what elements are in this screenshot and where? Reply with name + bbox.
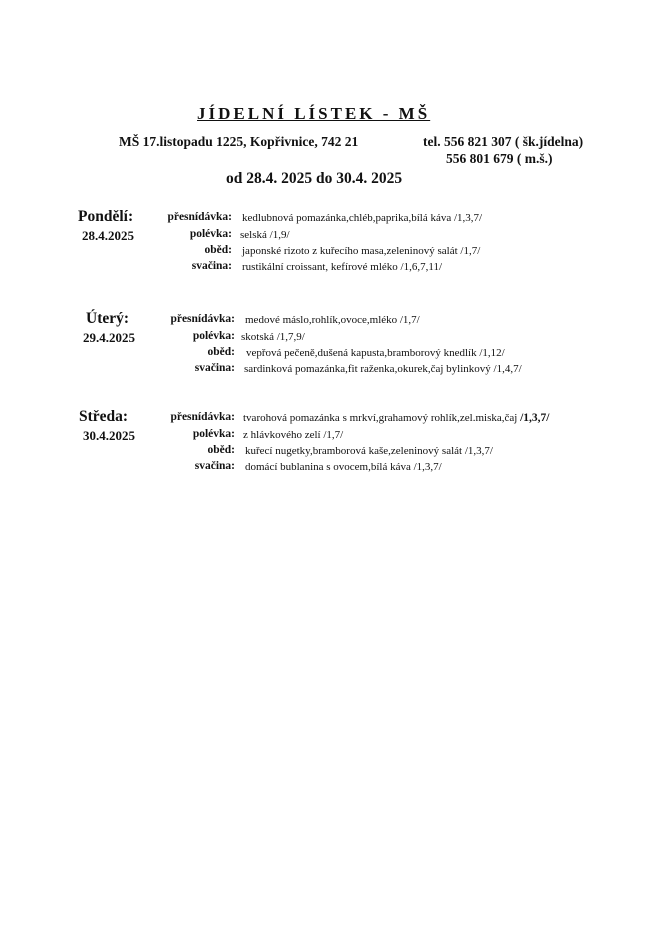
day-name: Středa:	[79, 408, 129, 425]
meal-label-snack-morning: přesnídávka:	[170, 313, 235, 325]
phone-school: 556 801 679 ( m.š.)	[446, 151, 553, 166]
meal-label-snack-afternoon: svačina:	[194, 362, 235, 374]
meal-text: kedlubnová pomazánka,chléb,paprika,bílá káva /1,3,7/	[242, 212, 483, 224]
meal-label-lunch: oběd:	[207, 346, 235, 358]
day-date: 28.4.2025	[82, 228, 134, 243]
menu-title: JÍDELNÍ LÍSTEK - MŠ	[197, 104, 431, 123]
day-name: Pondělí:	[78, 208, 134, 225]
meal-text: rustikální croissant, kefírové mléko /1,6,7,11/	[242, 261, 442, 273]
day-name: Úterý:	[86, 310, 130, 327]
allergen-code: /1,3,7/	[520, 412, 550, 424]
meal-text: kuřecí nugetky,bramborová kaše,zeleninový salát /1,3,7/	[245, 445, 493, 457]
meal-label-lunch: oběd:	[204, 244, 232, 256]
meal-label-soup: polévka:	[192, 428, 235, 440]
phone-canteen: tel. 556 821 307 ( šk.jídelna)	[423, 134, 584, 149]
school-address: MŠ 17.listopadu 1225, Kopřivnice, 742 21	[119, 134, 359, 149]
meal-text-wednesday-snack	[243, 412, 549, 424]
meal-text: tvarohová pomazánka s mrkví,grahamový rohlík,zel.miska,čaj	[243, 412, 518, 424]
meal-label-soup: polévka:	[192, 330, 235, 342]
meal-text: vepřová pečeně,dušená kapusta,bramborový knedlík /1,12/	[246, 347, 505, 359]
day-date: 30.4.2025	[83, 428, 135, 443]
meal-label-snack-morning: přesnídávka:	[167, 211, 232, 223]
meal-label-snack-afternoon: svačina:	[194, 460, 235, 472]
meal-text: domácí bublanina s ovocem,bílá káva /1,3,7/	[245, 461, 442, 473]
meal-text: medové máslo,rohlík,ovoce,mléko /1,7/	[245, 314, 420, 326]
menu-period: od 28.4. 2025 do 30.4. 2025	[226, 170, 403, 187]
meal-text: sardinková pomazánka,fit raženka,okurek,čaj bylinkový /1,4,7/	[244, 363, 522, 375]
meal-text: selská /1,9/	[240, 229, 290, 241]
meal-label-snack-afternoon: svačina:	[191, 260, 232, 272]
meal-text: skotská /1,7,9/	[241, 331, 305, 343]
meal-label-soup: polévka:	[189, 228, 232, 240]
meal-label-snack-morning: přesnídávka:	[170, 411, 235, 423]
day-date: 29.4.2025	[83, 330, 135, 345]
meal-label-lunch: oběd:	[207, 444, 235, 456]
meal-text: z hlávkového zelí /1,7/	[243, 429, 344, 441]
meal-text: japonské rizoto z kuřecího masa,zeleninový salát /1,7/	[242, 245, 481, 257]
